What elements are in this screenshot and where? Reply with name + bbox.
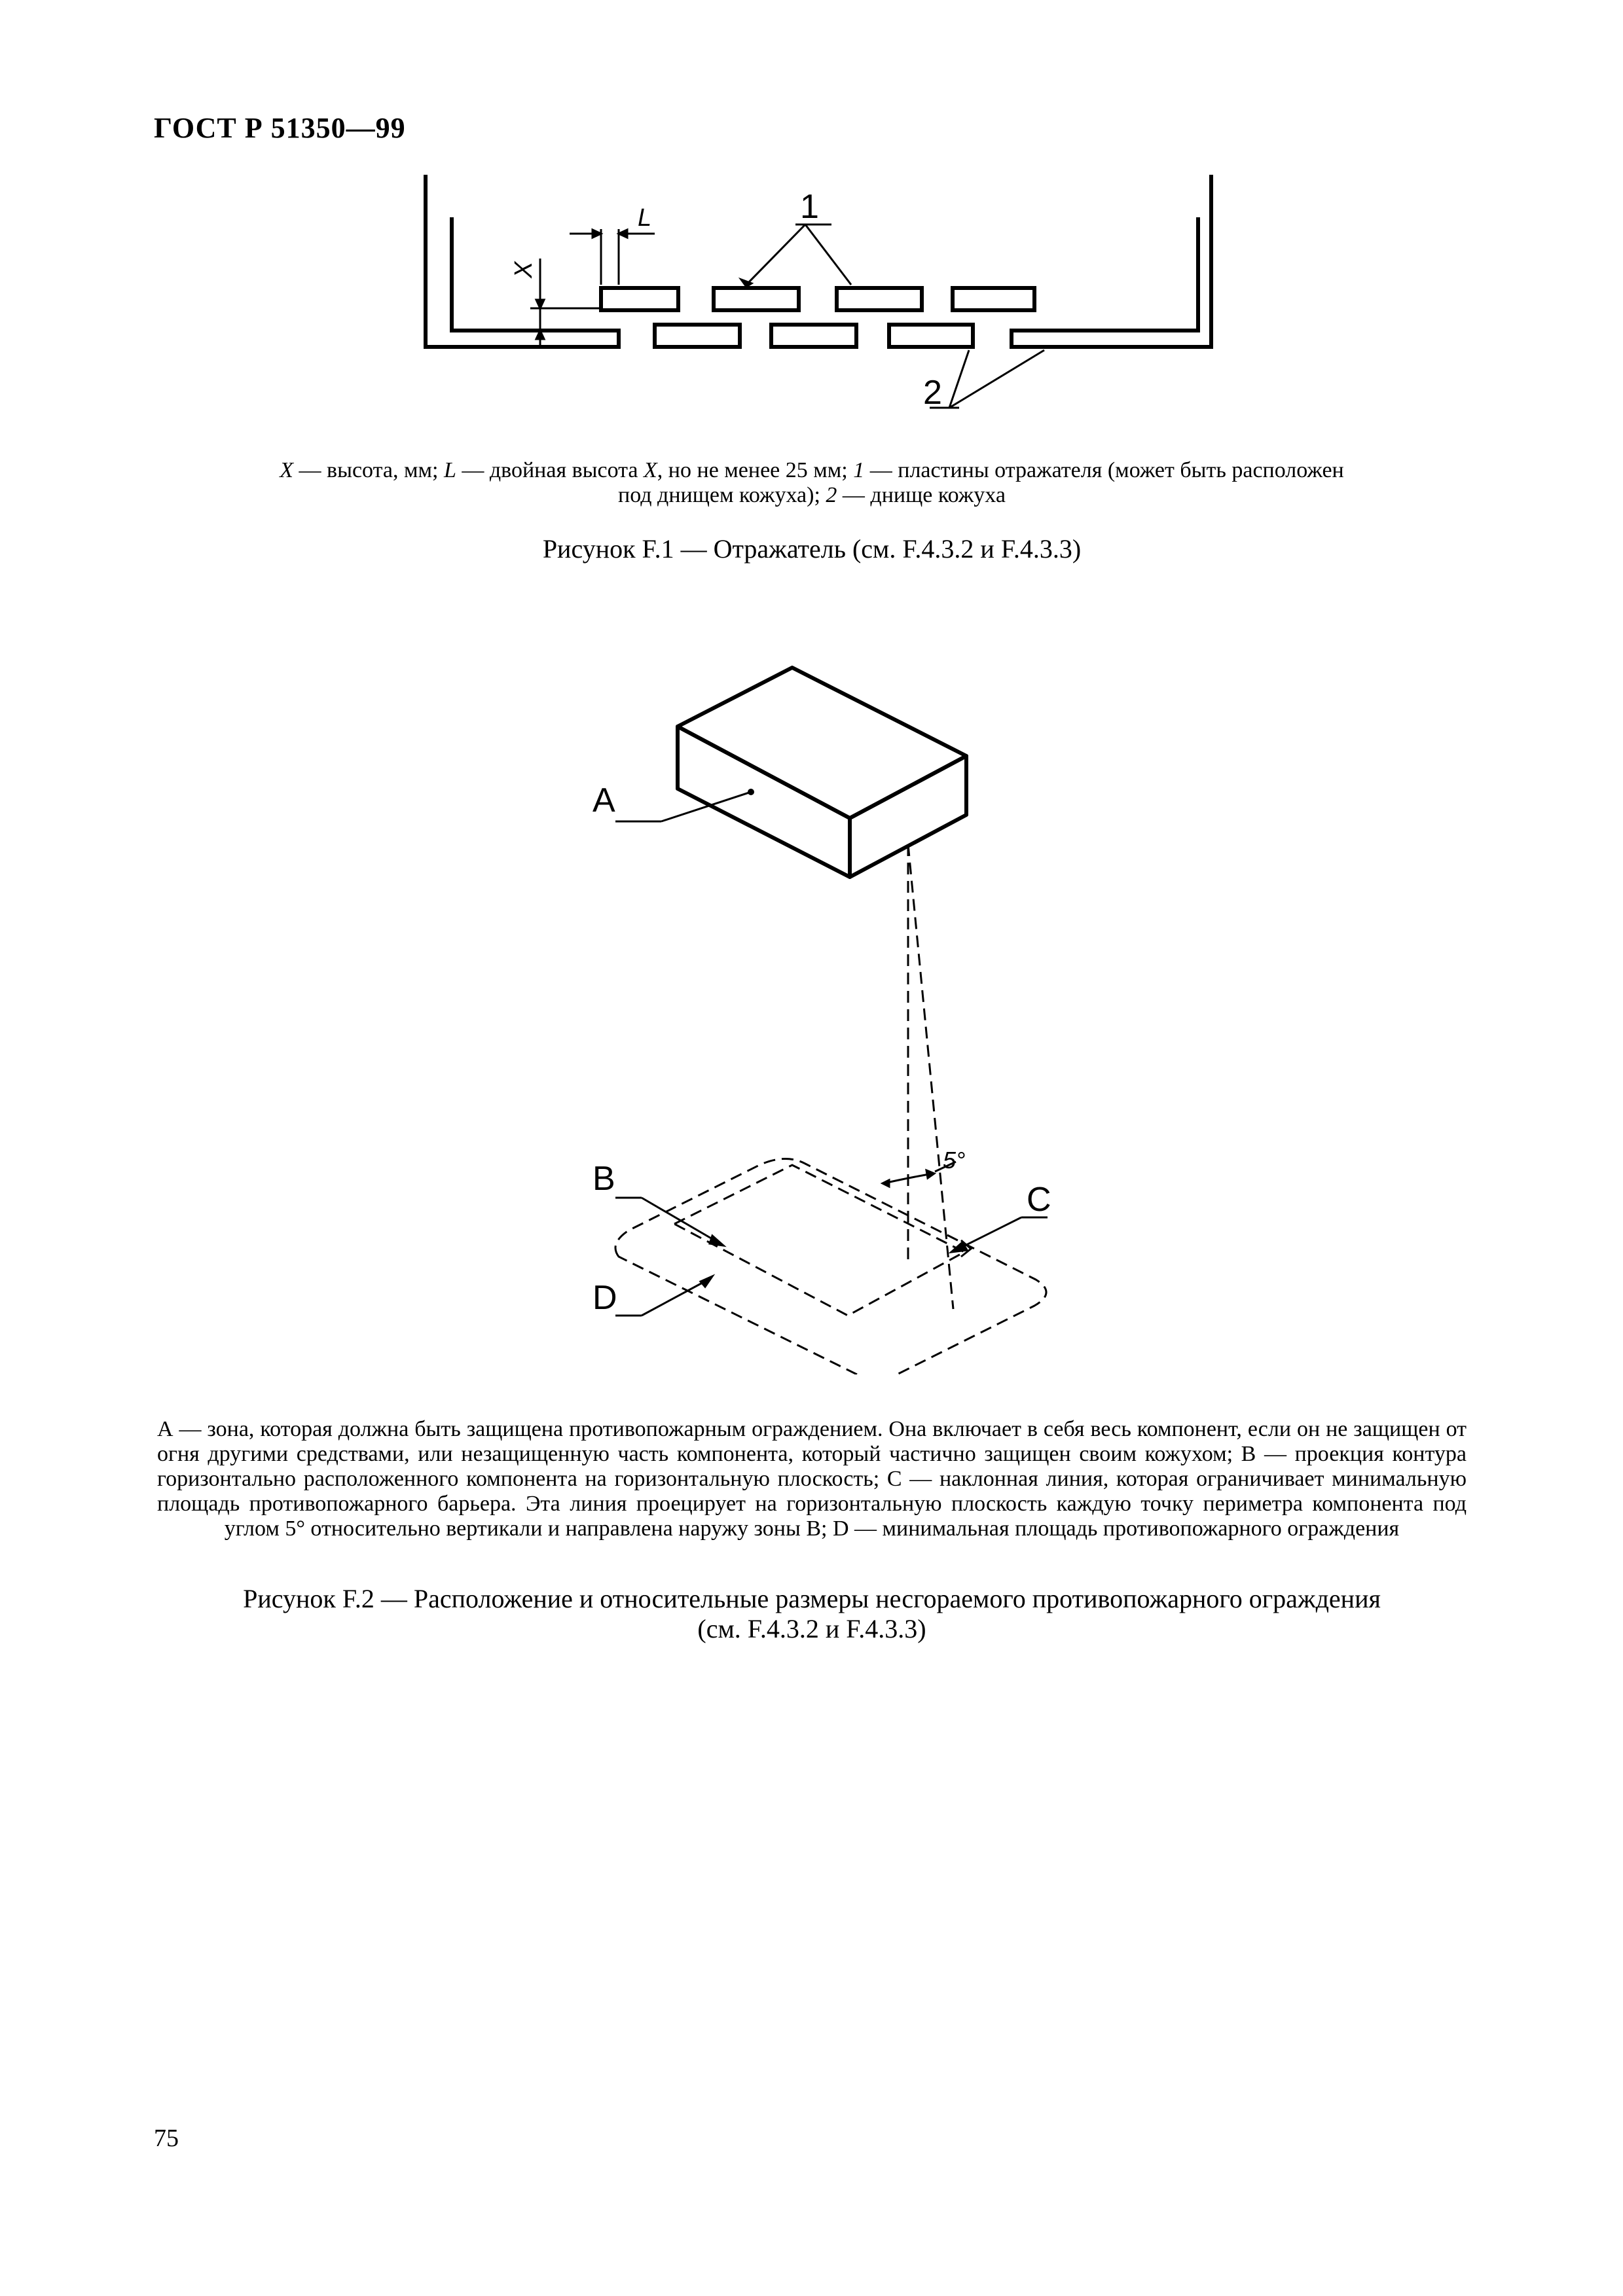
bottom-plate [655,325,740,347]
angle-label: 5° [943,1147,966,1174]
figure-f2-caption [157,1584,1467,1644]
bottom-plate [889,325,973,347]
figure-f1-legend: X — высота, мм; L — двойная высота X, но не менее 25 мм; 1 — пластины отражателя (может быть расположен под днищем кожуха); 2 — днище кожуха [280,458,1344,507]
label-d: D [593,1279,617,1317]
component-box-top [678,668,966,818]
label-2: 2 [923,374,942,412]
minimum-area-d [615,1158,1046,1374]
figure-f2-legend: А — зона, которая должна быть защищена противопожарным ограждением. Она включает в себя весь компонент, если он не защищен от огня другими средствами, или незащищенную часть компонента, который частично защищен своим кожухом; В — проекция контура горизонтально расположенного компонента на горизонтальную плоскость; С — наклонная линия, которая ограничивает минимальную площадь противопожарного барьера. Эта линия проецирует на горизонтальную плоскость каждую точку периметра компонента под углом 5° относительно вертикали и направлена наружу зоны В; D — минимальная площадь противопожарного ограждения [157,1417,1467,1541]
label-a: A [593,781,615,819]
figure-f1-caption: Рисунок F.1 — Отражатель (см. F.4.3.2 и F.4.3.3) [542,534,1082,564]
component-box-side [850,756,966,877]
reflector-plate [837,288,922,310]
bottom-plate [771,325,856,347]
reflector-plate [601,288,678,310]
dimension-l-label: L [638,204,652,232]
housing-right-wall [1012,177,1211,347]
reflector-plate [714,288,799,310]
dimension-x-label: X [510,261,538,278]
figure-f2-caption-line2: (см. F.4.3.2 и F.4.3.3) [697,1614,926,1643]
label-c: C [1027,1181,1051,1219]
reflector-plate [953,288,1034,310]
document-header: ГОСТ Р 51350—99 [154,112,406,144]
page-number: 75 [154,2125,179,2152]
label-1: 1 [800,188,819,226]
figure-f2-fire-barrier-diagram [563,655,1087,1374]
label-b: B [593,1160,615,1198]
component-box-front [678,726,850,877]
figure-f1-reflector-diagram [393,167,1244,422]
figure-f2-caption-line1: Рисунок F.2 — Расположение и относительные размеры несгораемого противопожарного ограждения [243,1584,1381,1613]
inclined-line-c [908,844,953,1309]
